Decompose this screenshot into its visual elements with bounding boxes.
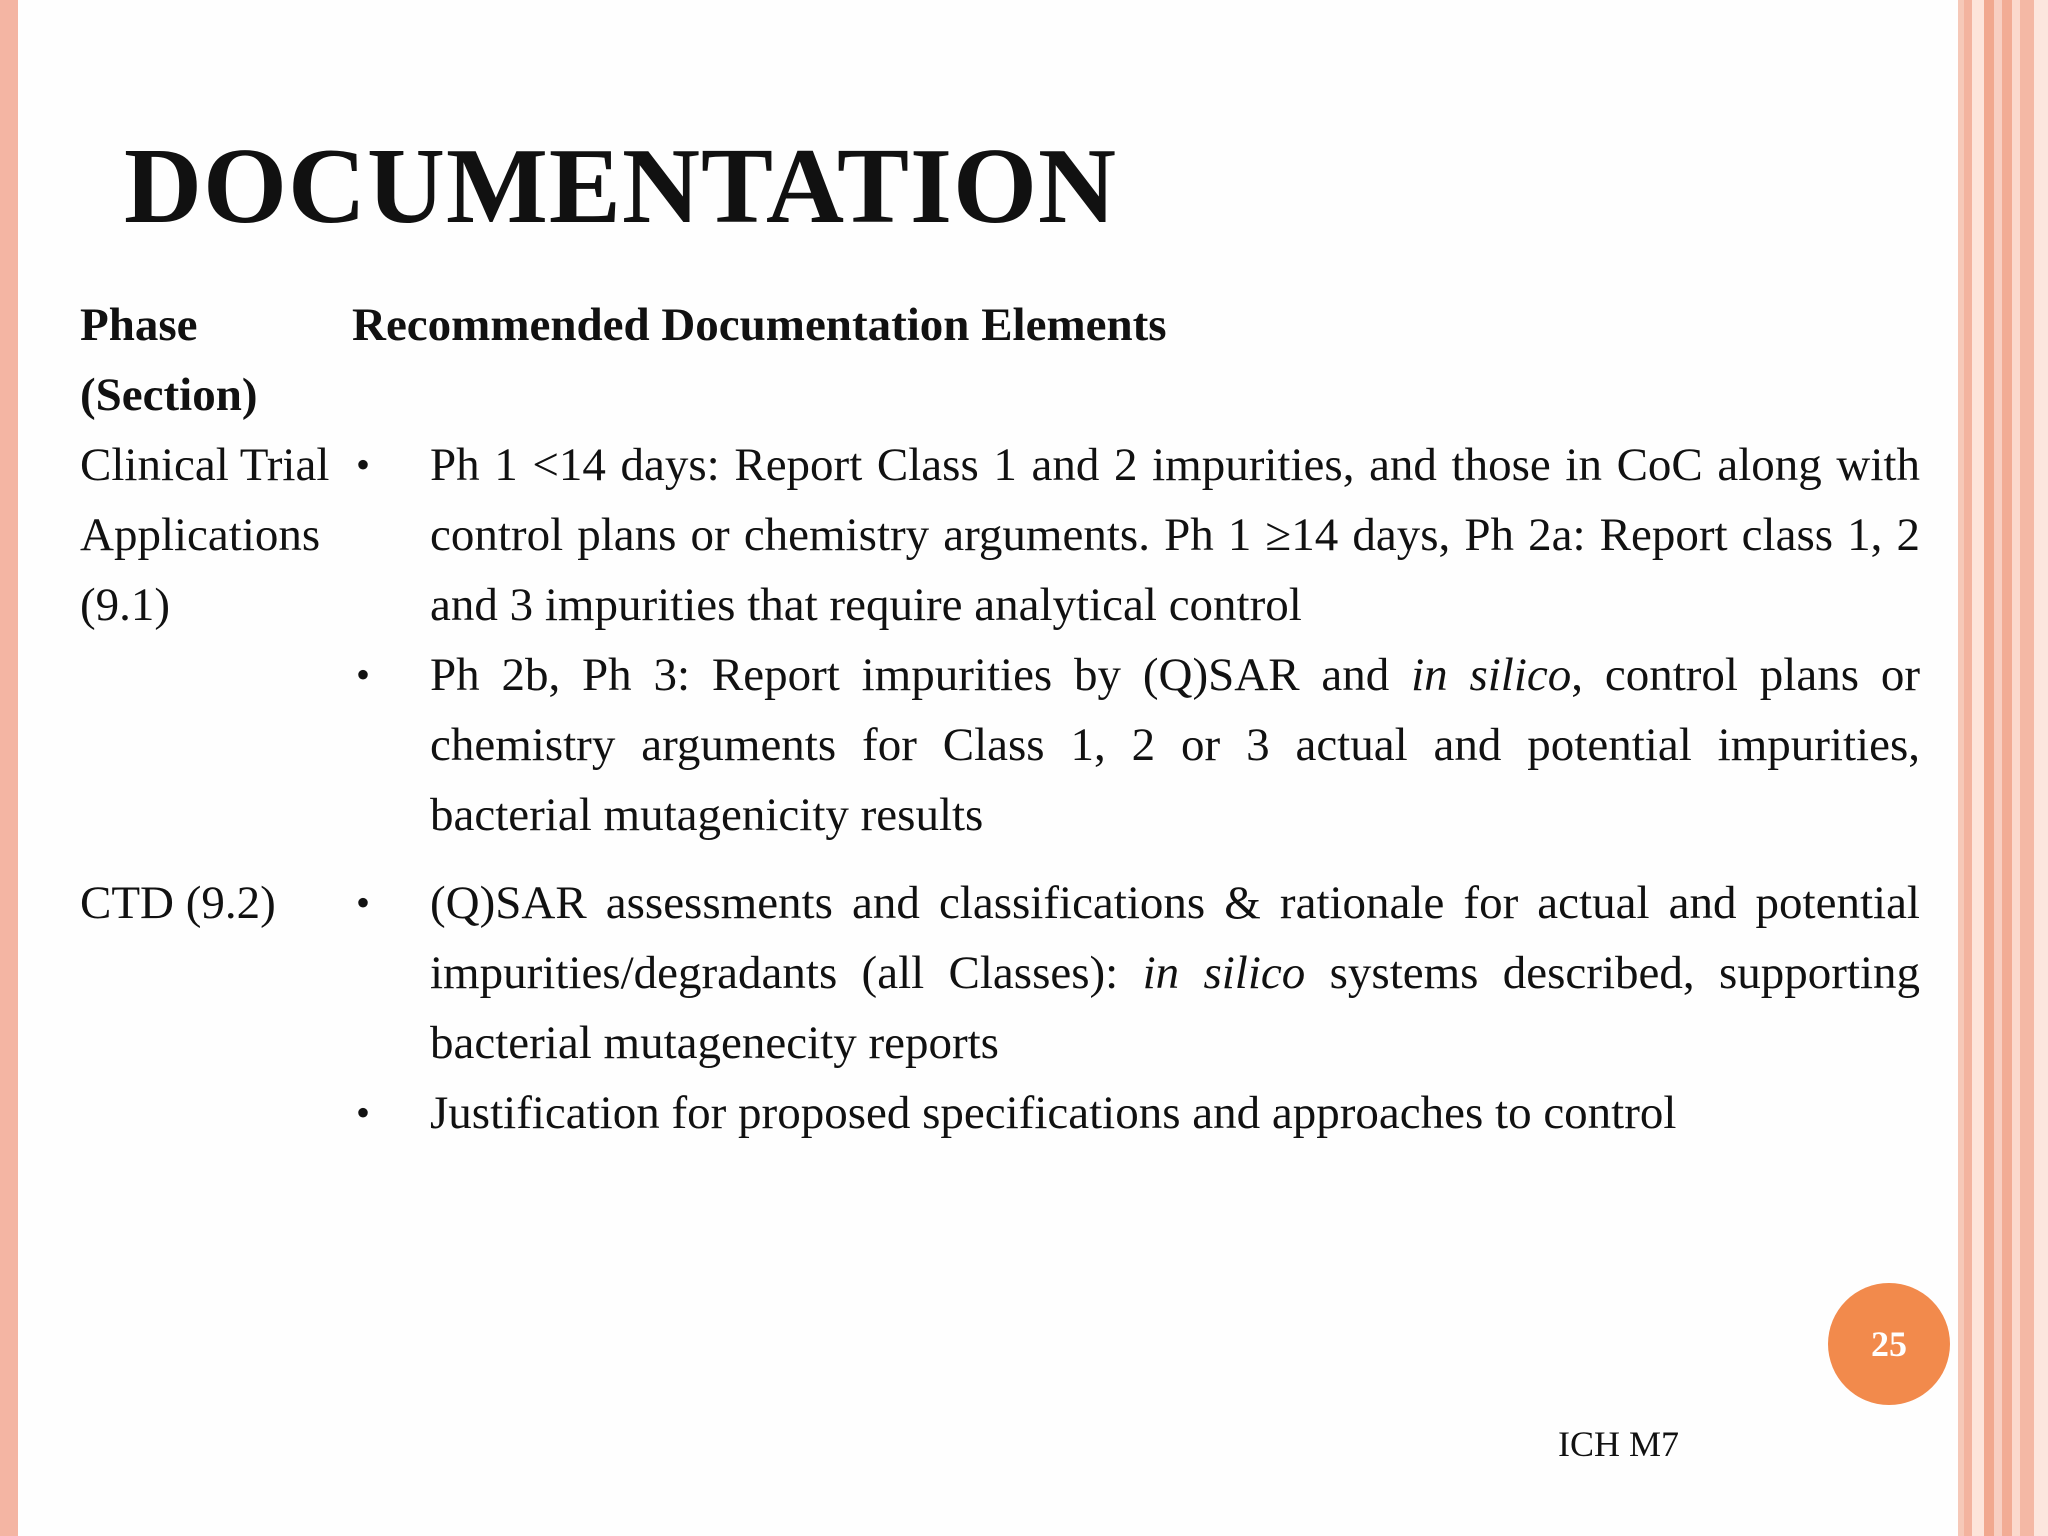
item-text: Ph 1 <14 days: Report Class 1 and 2 impurities, and those in CoC along with control plans or chemistry arguments. Ph 1 ≥14 days, Ph 2a: Report class 1, 2 and 3 impurities that require analytical control — [430, 439, 1920, 631]
right-border-stripe — [1984, 0, 1994, 1536]
list-item — [352, 868, 1920, 1078]
slide-title: DOCUMENTATION — [124, 127, 1118, 246]
right-border-stripe — [1994, 0, 2002, 1536]
item-text-italic: in silico — [1411, 649, 1572, 701]
table-row — [80, 868, 1920, 1148]
header-phase: Phase (Section) — [80, 299, 258, 421]
item-text: Ph 2b, Ph 3: Report impurities by (Q)SAR and — [430, 649, 1412, 701]
left-border-stripe — [0, 0, 18, 1536]
bullet-icon: • — [356, 1090, 371, 1135]
header-elements: Recommended Documentation Elements — [352, 299, 1167, 351]
right-border-stripe — [2034, 0, 2048, 1536]
item-text: (Q)SAR assessments and classifications & rationale for actual and potential impurities/degradants (all Classes): — [430, 877, 1920, 999]
right-border-stripe — [2012, 0, 2020, 1536]
list-item — [352, 1078, 1920, 1148]
list-item — [352, 430, 1920, 640]
documentation-table — [80, 290, 1920, 1148]
item-text: , control plans or chemistry arguments for Class 1, 2 or 3 actual and potential impurities, bacterial mutagenicity results — [430, 649, 1920, 841]
right-border-stripe — [1972, 0, 1984, 1536]
item-text: systems described, supporting bacterial mutagenecity reports — [430, 947, 1920, 1069]
bullet-icon: • — [356, 652, 371, 697]
page-number-badge: 25 — [1828, 1283, 1950, 1405]
footer-source: ICH M7 — [1558, 1424, 1680, 1464]
table-header — [80, 290, 1920, 430]
right-border-stripe — [2020, 0, 2034, 1536]
bullet-list — [352, 868, 1920, 1148]
bullet-icon: • — [356, 442, 371, 487]
bullet-icon: • — [356, 880, 371, 925]
item-text-italic: in silico — [1142, 947, 1306, 999]
item-text: Justification for proposed specifications and approaches to control — [430, 1087, 1677, 1139]
elements-cell — [352, 430, 1920, 850]
phase-cell: CTD (9.2) — [80, 877, 276, 929]
bullet-list — [352, 430, 1920, 850]
right-border-stripe — [1964, 0, 1972, 1536]
elements-cell — [352, 868, 1920, 1148]
phase-cell: Clinical Trial Applications (9.1) — [80, 439, 330, 631]
list-item — [352, 640, 1920, 850]
table-row — [80, 430, 1920, 850]
right-border-stripe — [2002, 0, 2012, 1536]
